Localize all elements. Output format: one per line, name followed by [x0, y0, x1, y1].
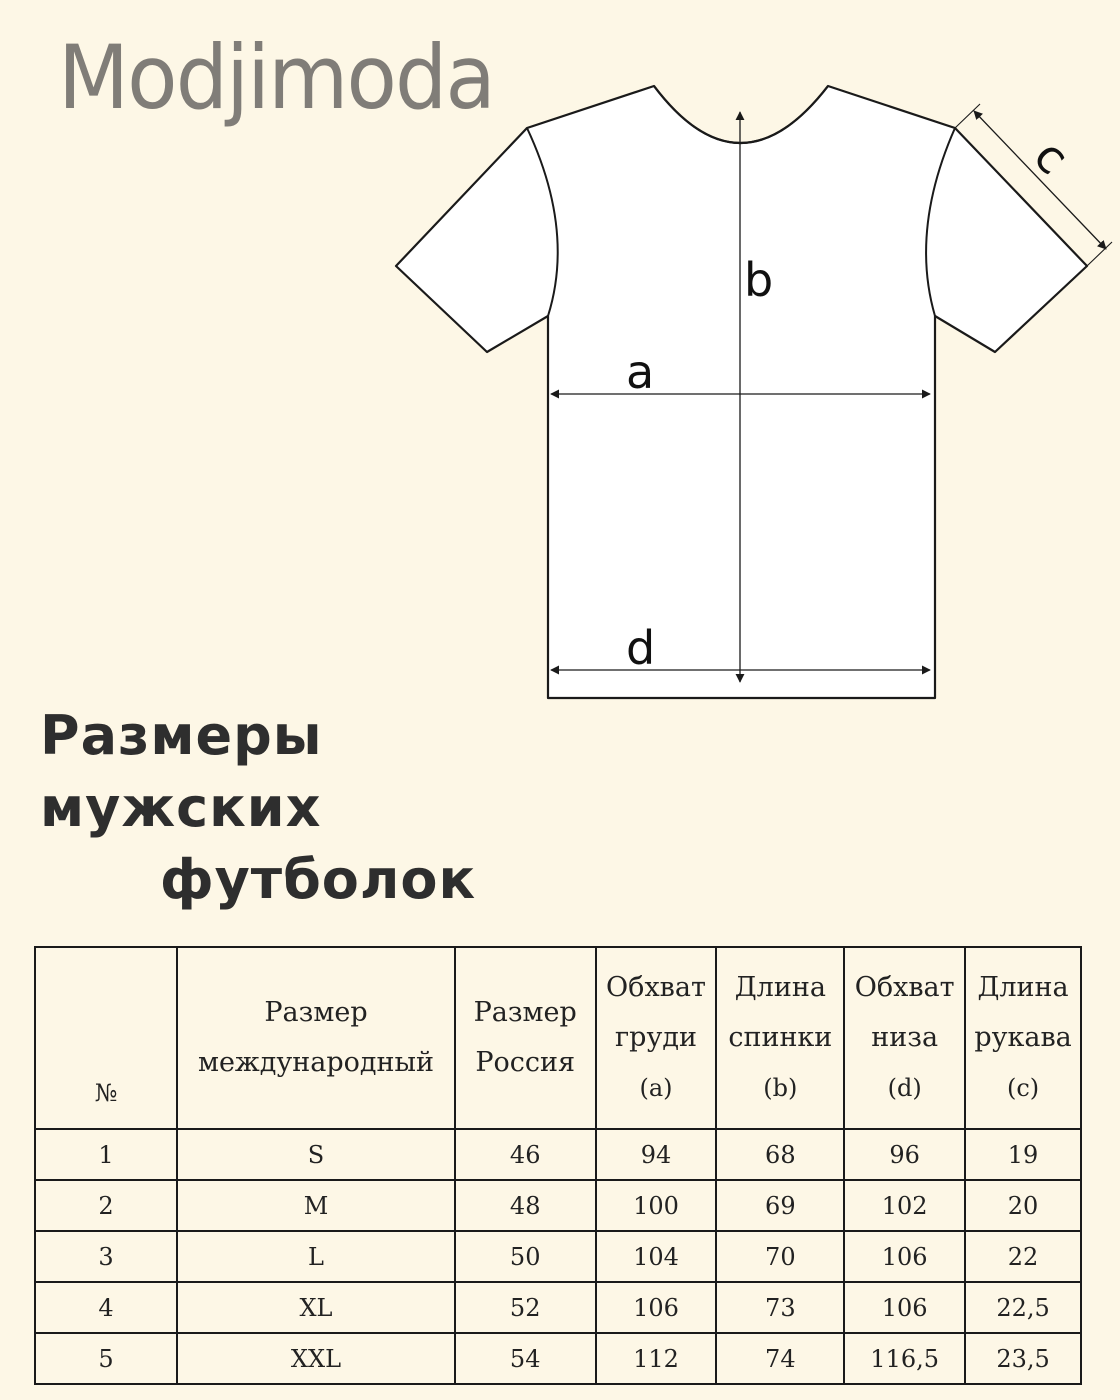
measure-extension-c2	[1087, 242, 1112, 266]
cell-intl-size: XL	[177, 1282, 455, 1333]
tshirt-outline	[396, 86, 1087, 698]
cell-back-length: 68	[716, 1129, 844, 1180]
measure-extension-c1	[955, 104, 980, 128]
cell-num: 4	[35, 1282, 177, 1333]
col-header-ru-size: Размер Россия	[455, 947, 596, 1129]
cell-sleeve-length: 20	[965, 1180, 1081, 1231]
cell-hem: 106	[844, 1282, 965, 1333]
cell-sleeve-length: 22,5	[965, 1282, 1081, 1333]
page-title-line2: футболок	[160, 848, 477, 911]
tshirt-diagram	[380, 70, 1120, 710]
cell-num: 5	[35, 1333, 177, 1384]
page-title	[40, 700, 600, 916]
cell-sleeve-length: 19	[965, 1129, 1081, 1180]
cell-sleeve-length: 22	[965, 1231, 1081, 1282]
label-b: b	[744, 253, 774, 307]
page-title-line1: Размеры мужских	[40, 704, 323, 839]
cell-chest: 104	[596, 1231, 717, 1282]
cell-num: 1	[35, 1129, 177, 1180]
cell-num: 2	[35, 1180, 177, 1231]
brand-logo-text: Modjimoda	[58, 26, 494, 129]
table-row	[35, 1231, 1081, 1282]
col-header-chest: Обхват груди (a)	[596, 947, 717, 1129]
table-row	[35, 1180, 1081, 1231]
col-header-num: №	[35, 947, 177, 1129]
cell-hem: 102	[844, 1180, 965, 1231]
cell-ru-size: 52	[455, 1282, 596, 1333]
cell-back-length: 70	[716, 1231, 844, 1282]
cell-hem: 106	[844, 1231, 965, 1282]
cell-num: 3	[35, 1231, 177, 1282]
label-c: c	[1023, 128, 1080, 185]
cell-ru-size: 46	[455, 1129, 596, 1180]
size-table	[34, 946, 1082, 1385]
col-header-sleeve-length: Длина рукава (c)	[965, 947, 1081, 1129]
cell-ru-size: 50	[455, 1231, 596, 1282]
cell-hem: 116,5	[844, 1333, 965, 1384]
cell-back-length: 73	[716, 1282, 844, 1333]
label-d: d	[626, 621, 656, 675]
cell-intl-size: XXL	[177, 1333, 455, 1384]
col-header-back-length: Длина спинки (b)	[716, 947, 844, 1129]
label-a: a	[626, 345, 655, 399]
col-header-intl-size: Размер международный	[177, 947, 455, 1129]
table-row	[35, 1129, 1081, 1180]
cell-hem: 96	[844, 1129, 965, 1180]
cell-ru-size: 54	[455, 1333, 596, 1384]
table-header-row	[35, 947, 1081, 1129]
cell-sleeve-length: 23,5	[965, 1333, 1081, 1384]
cell-intl-size: S	[177, 1129, 455, 1180]
cell-back-length: 69	[716, 1180, 844, 1231]
cell-chest: 106	[596, 1282, 717, 1333]
table-row	[35, 1282, 1081, 1333]
cell-back-length: 74	[716, 1333, 844, 1384]
cell-intl-size: M	[177, 1180, 455, 1231]
col-header-hem: Обхват низа (d)	[844, 947, 965, 1129]
cell-intl-size: L	[177, 1231, 455, 1282]
cell-ru-size: 48	[455, 1180, 596, 1231]
cell-chest: 100	[596, 1180, 717, 1231]
table-row	[35, 1333, 1081, 1384]
cell-chest: 112	[596, 1333, 717, 1384]
cell-chest: 94	[596, 1129, 717, 1180]
